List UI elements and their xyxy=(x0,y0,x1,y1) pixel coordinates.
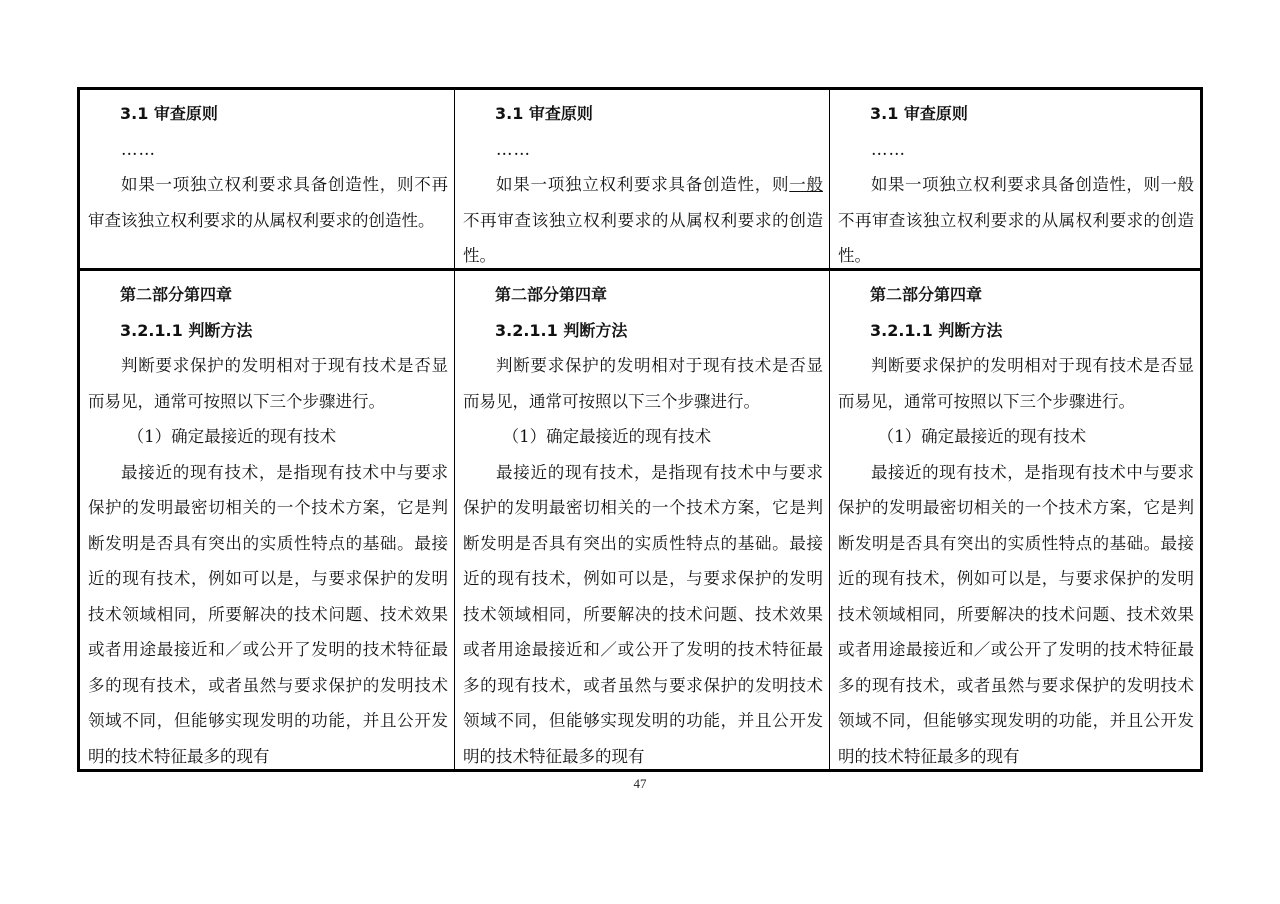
chapter-heading: 第二部分第四章 xyxy=(120,285,233,304)
section-heading: 3.1 审查原则 xyxy=(495,104,593,123)
cell-clean-principle xyxy=(830,90,1200,271)
principle-text-before: 如果一项独立权利要求具备创造性，则一般不再审查该独立权利要求的从属权利要求的创造性。 xyxy=(838,175,1194,265)
cell-original-principle xyxy=(80,90,455,271)
ellipsis: …… xyxy=(871,139,906,159)
cell-original-method xyxy=(80,271,455,769)
cell-revised-principle xyxy=(455,90,830,271)
step-heading: （1）确定最接近的现有技术 xyxy=(502,427,712,446)
ellipsis: …… xyxy=(121,139,156,159)
comparison-table xyxy=(77,87,1203,772)
principle-text xyxy=(463,167,823,271)
closest-prior-art-text: 最接近的现有技术，是指现有技术中与要求保护的发明最密切相关的一个技术方案，它是判断发明是否具有突出的实质性特点的基础。最接近的现有技术，例如可以是，与要求保护的发明技术领域相同，所要解决的技术问题、技术效果或者用途最接近和／或公开了发明的技术特征最多的现有技术，或者虽然与要求保护的发明技术领域不同，但能够实现发明的功能，并且公开发明的技术特征最多的现有 xyxy=(838,462,1194,766)
method-intro: 判断要求保护的发明相对于现有技术是否显而易见，通常可按照以下三个步骤进行。 xyxy=(838,356,1194,411)
section-heading: 3.1 审查原则 xyxy=(870,104,968,123)
chapter-heading: 第二部分第四章 xyxy=(870,285,983,304)
step-heading: （1）确定最接近的现有技术 xyxy=(877,427,1087,446)
step-heading: （1）确定最接近的现有技术 xyxy=(127,427,337,446)
section-heading: 3.1 审查原则 xyxy=(120,104,218,123)
principle-text-before: 如果一项独立权利要求具备创造性，则不再审查该独立权利要求的从属权利要求的创造性。 xyxy=(88,175,448,230)
principle-text-after: 不再审查该独立权利要求的从属权利要求的创造性。 xyxy=(463,210,823,265)
principle-text-before: 如果一项独立权利要求具备创造性，则 xyxy=(496,175,790,194)
method-intro: 判断要求保护的发明相对于现有技术是否显而易见，通常可按照以下三个步骤进行。 xyxy=(88,356,448,411)
principle-text xyxy=(838,167,1194,271)
cell-revised-method xyxy=(455,271,830,769)
chapter-heading: 第二部分第四章 xyxy=(495,285,608,304)
closest-prior-art-text: 最接近的现有技术，是指现有技术中与要求保护的发明最密切相关的一个技术方案，它是判断发明是否具有突出的实质性特点的基础。最接近的现有技术，例如可以是，与要求保护的发明技术领域相同，所要解决的技术问题、技术效果或者用途最接近和／或公开了发明的技术特征最多的现有技术，或者虽然与要求保护的发明技术领域不同，但能够实现发明的功能，并且公开发明的技术特征最多的现有 xyxy=(88,462,448,766)
method-intro: 判断要求保护的发明相对于现有技术是否显而易见，通常可按照以下三个步骤进行。 xyxy=(463,356,823,411)
subsection-heading: 3.2.1.1 判断方法 xyxy=(870,320,1003,340)
subsection-heading: 3.2.1.1 判断方法 xyxy=(120,320,253,340)
cell-clean-method xyxy=(830,271,1200,769)
closest-prior-art-text: 最接近的现有技术，是指现有技术中与要求保护的发明最密切相关的一个技术方案，它是判断发明是否具有突出的实质性特点的基础。最接近的现有技术，例如可以是，与要求保护的发明技术领域相同，所要解决的技术问题、技术效果或者用途最接近和／或公开了发明的技术特征最多的现有技术，或者虽然与要求保护的发明技术领域不同，但能够实现发明的功能，并且公开发明的技术特征最多的现有 xyxy=(463,462,823,766)
page-number: 47 xyxy=(633,776,647,791)
principle-text-underlined: 一般 xyxy=(789,175,823,194)
subsection-heading: 3.2.1.1 判断方法 xyxy=(495,320,628,340)
ellipsis: …… xyxy=(496,139,531,159)
principle-text xyxy=(88,167,448,238)
